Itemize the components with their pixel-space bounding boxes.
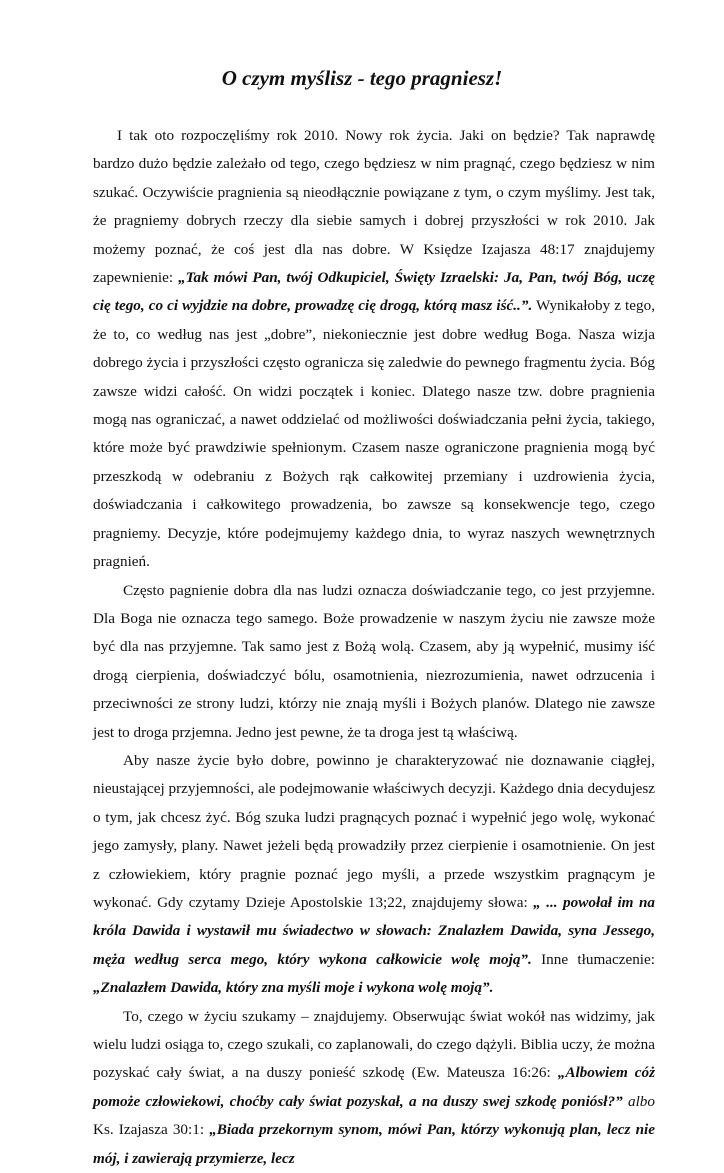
paragraph-text: To, czego w życiu szukamy – znajdujemy. Obserwując świat wokół nas widzimy, jak wielu ludzi osiąga to, czego szukali, co zaplanowali, do czego dążyli. Biblia uczy, że można pozyskać cały świat, a na duszy ponieść szkodę (Ew. Mateusza 16:26: — [93, 1007, 655, 1082]
page-title: O czym myślisz - tego pragniesz! — [221, 66, 503, 90]
scripture-quote: „Znalazłem Dawida, który zna myśli moje i wykona wolę moją”. — [93, 979, 494, 997]
paragraph-text: I tak oto rozpoczęliśmy rok 2010. Nowy rok życia. Jaki on będzie? Tak naprawdę bardzo dużo będzie zależało od tego, czego będziesz w nim pragnąć, czego będziesz w nim szukać. Oczywiście pragnienia są nieodłącznie powiązane z tym, o czym myślimy. Jest tak, że pragniemy dobrych rzeczy dla siebie samych i dobrej przyszłości w rok 2010. Jak możemy poznać, że coś jest dla nas dobre. W Księdze Izajasza 48:17 znajdujemy zapewnienie: — [93, 127, 655, 287]
paragraph — [93, 577, 655, 747]
paragraph — [93, 747, 655, 1003]
paragraph-text: albo — [622, 1092, 655, 1110]
paragraph — [93, 122, 655, 577]
scripture-quote: „Tak mówi Pan, twój Odkupiciel, Święty Izraelski: Ja, Pan, twój Bóg, uczę cię tego, co ci wyjdzie na dobre, prowadzę cię drogą, którą masz iść..”. — [93, 269, 655, 315]
scripture-quote: „ ... powołał im na króla Dawida i wystawił mu świadectwo w słowach: Znalazłem Dawida, syna Jessego, męża według serca mego, który wykona całkowicie wolę moją”. — [93, 893, 655, 968]
scripture-quote: „Albowiem cóż pomoże człowiekowi, choćby cały świat pozyskał, a na duszy swej szkodę poniósł?” — [93, 1064, 656, 1110]
document-body — [93, 122, 655, 1173]
paragraph-text: Inne tłumaczenie: — [531, 950, 655, 968]
scripture-quote: „Biada przekornym synom, mówi Pan, którzy wykonują plan, lecz nie mój, i zawierają przymierze, lecz — [93, 1121, 655, 1167]
paragraph-text: Wynikałoby z tego, że to, co według nas jest „dobre”, niekoniecznie jest dobre według Boga. Nasza wizja dobrego życia i przyszłości często ogranicza się zaledwie do pewnego fragmentu życia. Bóg zawsze widzi całość. On widzi początek i koniec. Dlatego nasze tzw. dobre pragnienia mogą nas ograniczać, a nawet oddzielać od możliwości doświadczania pełni życia, takiego, które może być prawdziwie spełnionym. Czasem nasze ograniczone pragnienia mogą być przeszkodą w odebraniu z Bożych rąk całkowitej przemiany i uzdrowienia życia, doświadczania i całkowitego prowadzenia, bo zawsze są konsekwencje tego, czego pragniemy. Decyzje, które podejmujemy każdego dnia, to wyraz naszych wewnętrznych pragnień. — [93, 297, 655, 571]
paragraph-text: Aby nasze życie było dobre, powinno je charakteryzować nie doznawanie ciągłej, nieustającej przyjemności, ale podejmowanie właściwych decyzji. Każdego dnia decydujesz o tym, jak chcesz żyć. Bóg szuka ludzi pragnących poznać i wypełnić jego wolę, wykonać jego zamysły, plany. Nawet jeżeli będą prowadziły przez cierpienie i osamotnienie. On jest z człowiekiem, który pragnie poznać jego myśli, a przede wszystkim pragnącym je wykonać. Gdy czytamy Dzieje Apostolskie 13;22, znajdujemy słowa: — [93, 751, 655, 911]
paragraph-text: Ks. Izajasza 30:1: — [93, 1121, 210, 1139]
paragraph-text: Często pagnienie dobra dla nas ludzi oznacza doświadczanie tego, co jest przyjemne. Dla Boga nie oznacza tego samego. Boże prowadzenie w naszym życiu nie zawsze może być dla nas przyjemne. Tak samo jest z Bożą wolą. Czasem, aby ją wypełnić, musimy iść drogą cierpienia, doświadczyć bólu, osamotnienia, niezrozumienia, nawet odrzucenia i przeciwności ze strony ludzi, którzy nie znają myśli i Bożych planów. Dlatego nie zawsze jest to droga przjemna. Jedno jest pewne, że ta droga jest tą właściwą. — [93, 581, 655, 741]
paragraph — [93, 1003, 655, 1173]
